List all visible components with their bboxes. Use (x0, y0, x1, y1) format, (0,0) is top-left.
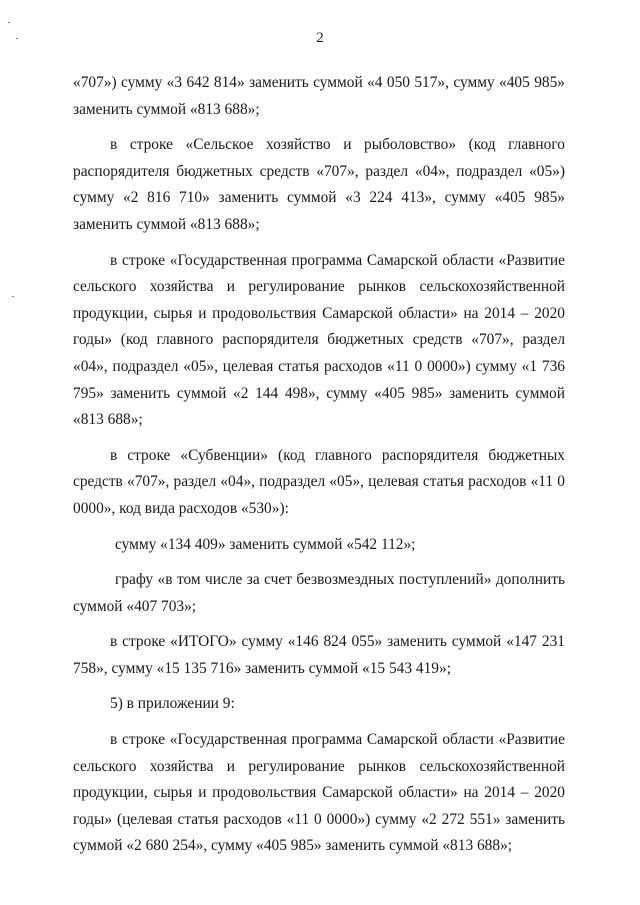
document-body (73, 70, 565, 860)
scan-mark (12, 296, 14, 297)
paragraph-state-program-appendix-9: в строке «Государственная программа Самарской области «Развитие сельского хозяйства и регулирование рынков сельскохозяйственной продукции, сырья и продовольствия Самарской области» на 2014 – 2020 годы» (целевая статья расходов «11 0 0000») сумму «2 272 551» заменить суммой «2 680 254», сумму «405 985» заменить суммой «813 688»; (73, 731, 565, 855)
paragraph-subventions: в строке «Субвенции» (код главного распорядителя бюджетных средств «707», раздел «04», подраздел «05», целевая статья расходов «11 0 0000», код вида расходов «530»): (73, 446, 565, 517)
paragraph-column-add: графу «в том числе за счет безвозмездных поступлений» дополнить суммой «407 703»; (73, 571, 565, 615)
page-number: 2 (316, 30, 324, 46)
paragraph-total: в строке «ИТОГО» сумму «146 824 055» заменить суммой «147 231 758», сумму «15 135 716» заменить суммой «15 543 419»; (73, 633, 565, 677)
paragraph-continuation: «707») сумму «3 642 814» заменить суммой «4 050 517», сумму «405 985» заменить суммой «813 688»; (73, 74, 565, 118)
scan-mark (8, 22, 10, 23)
paragraph-sum-replace: сумму «134 409» заменить суммой «542 112»; (115, 535, 416, 553)
paragraph-agriculture: в строке «Сельское хозяйство и рыболовство» (код главного распорядителя бюджетных средств «707», раздел «04», подраздел «05») сумму «2 816 710» заменить суммой «3 224 413», сумму «405 985» заменить суммой «813 688»; (73, 136, 565, 233)
paragraph-state-program: в строке «Государственная программа Самарской области «Развитие сельского хозяйства и регулирование рынков сельскохозяйственной продукции, сырья и продовольствия Самарской области» на 2014 – 2020 годы» (код главного распорядителя бюджетных средств «707», раздел «04», подраздел «05», целевая статья расходов «11 0 0000») сумму «1 736 795» заменить суммой «2 144 498», сумму «405 985» заменить суммой «813 688»; (73, 251, 565, 429)
paragraph-appendix-9: 5) в приложении 9: (110, 695, 235, 713)
